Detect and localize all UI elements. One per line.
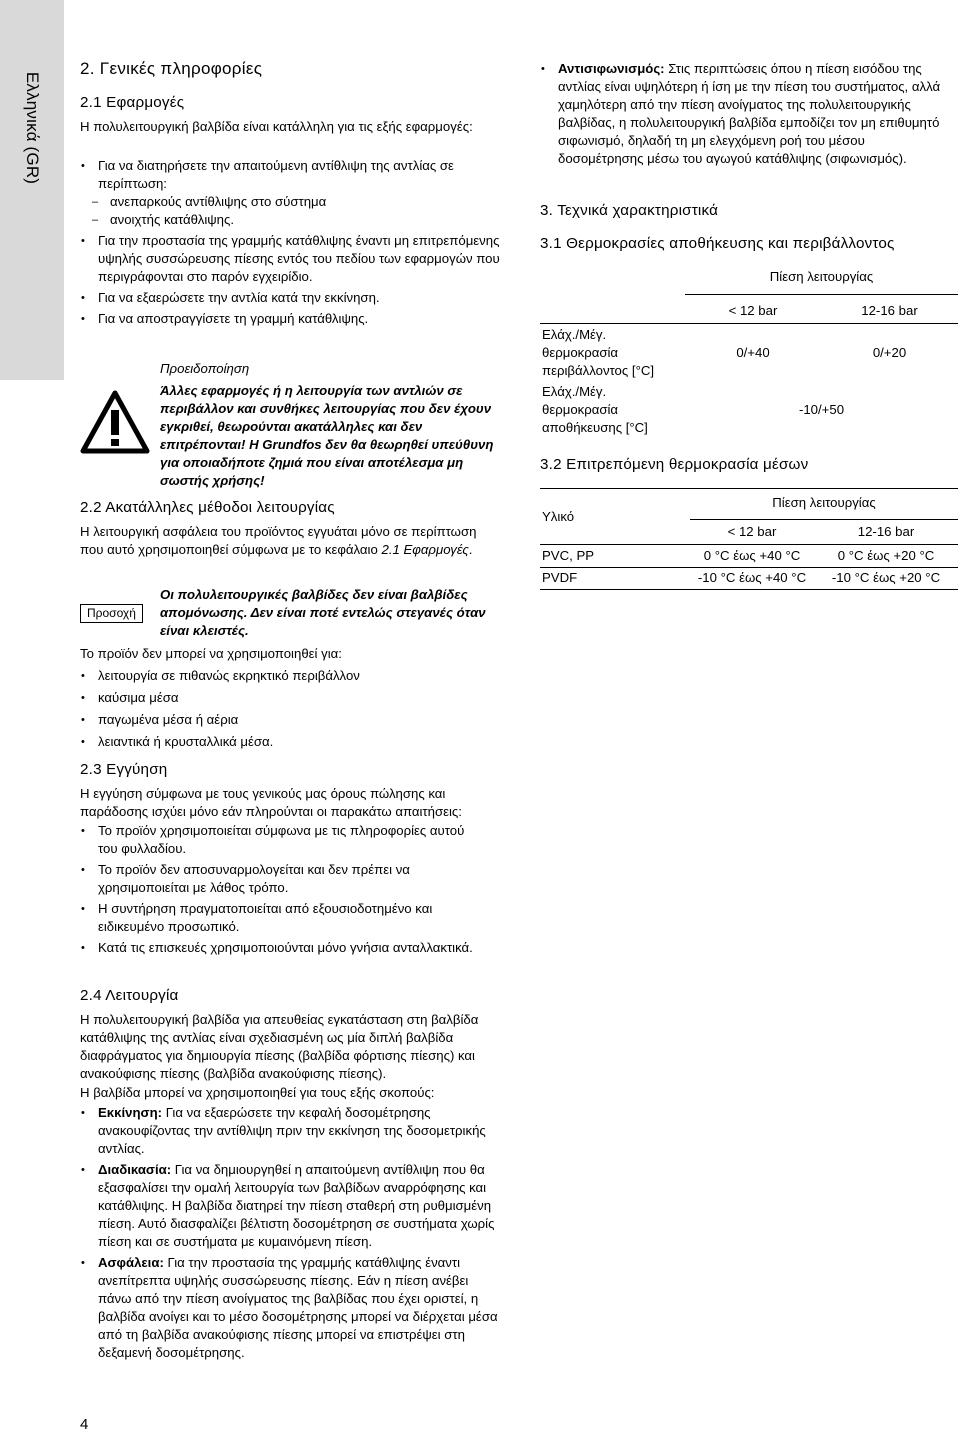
table-divider: [540, 589, 958, 590]
table-cell: 0/+20: [872, 345, 907, 360]
section-2-2-body: Η λειτουργική ασφάλεια του προϊόντος εγγυάται μόνο σε περίπτωση που αυτό χρησιμοποιηθεί σύμφωνα με το κεφάλαιο: [80, 524, 477, 557]
list-item: • Για να εξαερώσετε την αντλία κατά την εκκίνηση.: [80, 289, 510, 307]
page-number: 4: [80, 1416, 89, 1433]
list-item: • παγωμένα μέσα ή αέρια: [80, 711, 510, 729]
list-item-text: Για να εξαερώσετε την κεφαλή δοσομέτρησης ανακουφίζοντας την αντίθλιψη πριν την εκκίνηση της δοσομετρικής αντλίας.: [98, 1105, 486, 1156]
warranty-list: [80, 822, 480, 960]
list-item-label: Εκκίνηση:: [98, 1105, 163, 1120]
warning-triangle-icon: [80, 390, 150, 454]
section-2-title: 2. Γενικές πληροφορίες: [80, 59, 263, 78]
list-item: • Για να αποστραγγίσετε τη γραμμή κατάθλιψης.: [80, 310, 510, 328]
list-item-label: Αντισιφωνισμός:: [558, 61, 665, 76]
section-3-2-title: 3.2 Επιτρεπόμενη θερμοκρασία μέσων: [540, 456, 809, 473]
list-item: [80, 157, 510, 229]
caution-label-box: [80, 604, 143, 623]
table-column-header: < 12 bar: [727, 524, 777, 539]
section-reference-link[interactable]: 2.1 Εφαρμογές: [381, 542, 469, 557]
section-2-2-end: .: [468, 542, 473, 557]
sub-list-item: – ανεπαρκούς αντίθλιψης στο σύστημα: [98, 193, 510, 211]
applications-list: [80, 157, 510, 331]
table-cell: PVDF: [542, 570, 578, 585]
table-divider: [540, 544, 958, 545]
table-group-header: Πίεση λειτουργίας: [769, 269, 874, 284]
list-item: • λειτουργία σε πιθανώς εκρηκτικό περιβάλλον: [80, 667, 510, 685]
not-usable-intro: Το προϊόν δεν μπορεί να χρησιμοποιηθεί για:: [80, 646, 342, 661]
table-cell: 0 °C έως +40 °C: [703, 548, 801, 563]
list-item: [80, 1104, 500, 1158]
list-item-label: Διαδικασία:: [98, 1162, 172, 1177]
list-item: • Κατά τις επισκευές χρησιμοποιούνται μόνο γνήσια ανταλλακτικά.: [80, 939, 480, 957]
table-column-header: < 12 bar: [728, 303, 778, 318]
list-item: [80, 1254, 500, 1362]
table-group-header: Πίεση λειτουργίας: [772, 495, 876, 510]
language-label: Ελληνικά (GR): [23, 71, 42, 185]
list-item-text: Στις περιπτώσεις όπου η πίεση εισόδου της αντλίας είναι υψηλότερη ή ίση με την πίεση του συστήματος, αλλά χαμηλότερη από την πίεση ανοίγματος της πολυλειτουργικής βαλβίδας, η πολυλειτουργική βαλβίδα εμποδίζει τον μη επιθυμητό σιφωνισμό, δηλαδή τη μη ελεγχόμενη ροή του μέσου δοσομέτρησης μέσω του αγωγού κατάθλιψης (σιφωνισμός).: [558, 61, 941, 166]
warning-text: Άλλες εφαρμογές ή η λειτουργία των αντλιών σε περιβάλλον και συνθήκες λειτουργίας που δεν έχουν εγκριθεί, θεωρούνται ακατάλληλες και δεν επιτρέπονται! Η Grundfos δεν θα θεωρηθεί υπεύθυνη για οποιαδήποτε ζημιά που είναι αποτέλεσμα μη σωστής χρήσης!: [160, 383, 494, 488]
caution-text: Οι πολυλειτουργικές βαλβίδες δεν είναι βαλβίδες απομόνωσης. Δεν είναι ποτέ εντελώς στεγανές όταν είναι κλειστές.: [160, 587, 486, 638]
table-cell: 0 °C έως +20 °C: [837, 548, 935, 563]
list-item: [540, 60, 950, 168]
list-item: • Για την προστασία της γραμμής κατάθλιψης έναντι μη επιτρεπόμενης υψηλής συσσώρευσης πίεσης εντός του πεδίου των εφαρμογών που περιγράφονται στο παρόν εγχειρίδιο.: [80, 232, 510, 286]
list-item: • καύσιμα μέσα: [80, 689, 510, 707]
sub-list-item: – ανοιχτής κατάθλιψης.: [98, 211, 510, 229]
list-item-label: Ασφάλεια:: [98, 1255, 164, 1270]
table-column-header: 12-16 bar: [857, 524, 915, 539]
list-item: • Το προϊόν δεν αποσυναρμολογείται και δεν πρέπει να χρησιμοποιείται με λάθος τρόπο.: [80, 861, 480, 897]
table-cell: -10 °C έως +20 °C: [831, 570, 941, 585]
purposes-list: [80, 1104, 500, 1365]
section-3-title: 3. Τεχνικά χαρακτηριστικά: [540, 202, 719, 219]
section-2-1-title: 2.1 Εφαρμογές: [80, 94, 185, 111]
list-item-text: Για την προστασία της γραμμής κατάθλιψης έναντι ανεπίτρεπτα υψηλής συσσώρευσης πίεσης. Εάν η πίεση ανέβει πάνω από την πίεση ανοίγματος της βαλβίδας που έχει οριστεί, η βαλβίδα ανοίγει και το μέσο δοσομέτρησης μπορεί να διέρχεται μέσα από τη βαλβίδα ανακούφισης πίεσης μπορεί να επιστρέψει στη δεξαμενή δοσομέτρησης.: [98, 1255, 498, 1360]
section-2-4-text: Η πολυλειτουργική βαλβίδα για απευθείας εγκατάσταση στη βαλβίδα κατάθλιψης της αντλίας είναι σχεδιασμένη ως μία διπλή βαλβίδα διαφράγματος για δημιουργία πίεσης (βαλβίδα φόρτισης πίεσης) και ανακούφισης πίεσης (βαλβίδα ανακούφισης πίεσης).: [80, 1012, 479, 1081]
language-tab: [0, 0, 64, 380]
table-cell: -10/+50: [798, 402, 845, 417]
table-divider: [540, 488, 958, 489]
table-divider: [540, 567, 958, 568]
table-row-label: Ελάχ./Μέγ. θερμοκρασία αποθήκευσης [°C]: [542, 384, 648, 435]
table-column-header: Υλικό: [542, 509, 575, 524]
caution-label: Προσοχή: [87, 606, 136, 620]
list-item: • Το προϊόν χρησιμοποιείται σύμφωνα με τις πληροφορίες αυτού του φυλλαδίου.: [80, 822, 480, 858]
table-column-header: 12-16 bar: [861, 303, 918, 318]
sub-list: [98, 193, 510, 229]
table-row-label: Ελάχ./Μέγ. θερμοκρασία περιβάλλοντος [°C]: [542, 327, 655, 378]
warning-title: Προειδοποίηση: [160, 361, 250, 376]
table-cell: 0/+40: [736, 345, 770, 360]
section-2-2-title: 2.2 Ακατάλληλες μέθοδοι λειτουργίας: [80, 499, 335, 516]
section-2-3-title: 2.3 Εγγύηση: [80, 761, 168, 778]
section-3-1-title: 3.1 Θερμοκρασίες αποθήκευσης και περιβάλλοντος: [540, 235, 895, 252]
table-divider: [685, 294, 958, 295]
not-usable-list: [80, 667, 510, 754]
list-item-text: Για να δημιουργηθεί η απαιτούμενη αντίθλιψη που θα εξασφαλίσει την ομαλή λειτουργία των βαλβίδων αναρρόφησης και κατάθλιψης. Η βαλβίδα διατηρεί την πίεση σταθερή στη ρυθμισμένη πίεση. Αυτό διασφαλίζει βέλτιστη δοσομέτρηση σε συστήματα χωρίς πίεση και σε συστήματα με κυμαινόμενη πίεση.: [98, 1162, 495, 1249]
table-cell: -10 °C έως +40 °C: [697, 570, 807, 585]
section-2-2-text: [80, 523, 500, 559]
section-2-4-title: 2.4 Λειτουργία: [80, 987, 179, 1004]
list-item: • λειαντικά ή κρυσταλλικά μέσα.: [80, 733, 510, 751]
list-item: • Η συντήρηση πραγματοποιείται από εξουσιοδοτημένο και ειδικευμένο προσωπικό.: [80, 900, 480, 936]
table-divider: [540, 323, 958, 324]
list-item: [80, 1161, 500, 1251]
table-cell: PVC, PP: [542, 548, 595, 563]
table-divider: [690, 519, 958, 520]
section-2-3-text: Η εγγύηση σύμφωνα με τους γενικούς μας όρους πώλησης και παράδοσης ισχύει μόνο εάν πληρούνται οι παρακάτω απαιτήσεις:: [80, 786, 462, 819]
section-2-1-intro: Η πολυλειτουργική βαλβίδα είναι κατάλληλη για τις εξής εφαρμογές:: [80, 119, 473, 134]
antisiphon-list: [540, 60, 950, 171]
list-item-text: Για να διατηρήσετε την απαιτούμενη αντίθλιψη της αντλίας σε περίπτωση:: [98, 158, 454, 191]
section-2-4-purposes-intro: Η βαλβίδα μπορεί να χρησιμοποιηθεί για τους εξής σκοπούς:: [80, 1085, 435, 1100]
